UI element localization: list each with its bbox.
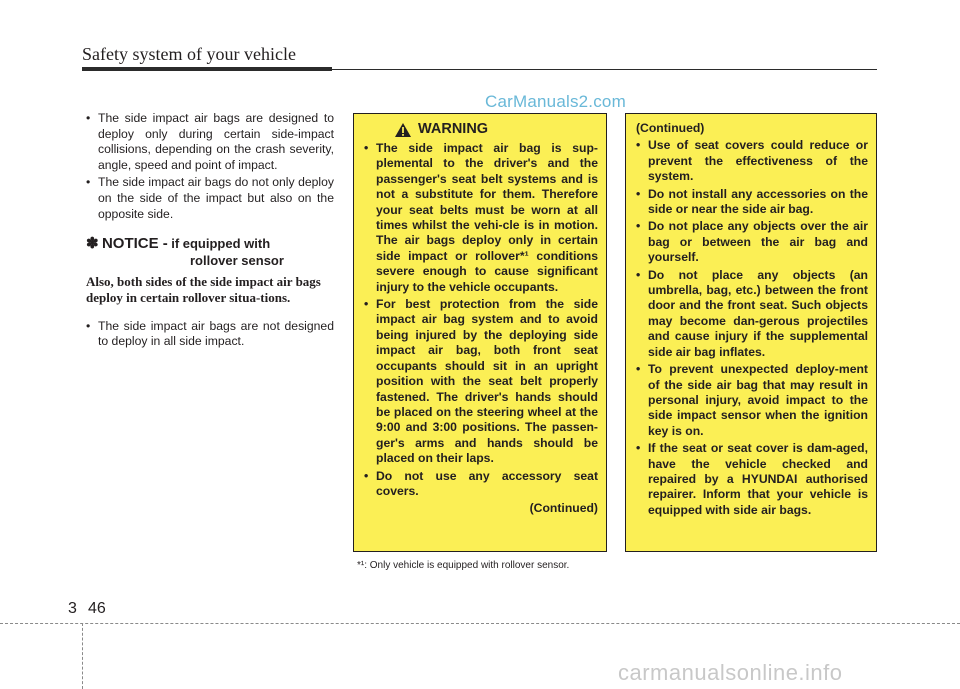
notice-heading [86,236,334,268]
warning-item: • Do not place any objects over the air bag or between the air bag and yourself. [636,219,868,265]
notice-condition: if equipped with [171,236,271,252]
watermark-carmanualsonline: carmanualsonline.info [618,660,843,685]
watermark-carmanuals2: CarManuals2.com [485,92,626,111]
notice-symbol: ✽ [86,235,99,253]
footer-divider [82,623,83,689]
page-number: 46 [88,600,106,617]
warning-item: • Use of seat covers could reduce or prevent the effectiveness of the system. [636,138,868,184]
notice-condition-cont: rollover sensor [190,252,284,268]
notice-body: Also, both sides of the side impact air bags deploy in certain rollover situa-tions. [86,273,321,306]
warning-box [353,113,607,552]
warning-item: • Do not install any accessories on the side or near the side air bag. [636,187,868,218]
warning-item: • For best protection from the side impact air bag system and to avoid being injured by the deploying side impact air bag, both front seat occupants should sit in an upright position with the seat belt properly fastened. The driver's hands should be placed on the steering wheel at the 9:00 and 3:00 positions. The passen-ger's arms and hands should be placed on their laps. [364,297,598,466]
warning-title: WARNING [418,121,489,138]
warning-icon [394,122,412,138]
page-header-title: Safety system of your vehicle [82,44,296,64]
warning-heading [394,122,598,138]
list-item: • The side impact air bags are designed to deploy only during certain side-impact collisions, depending on the crash severity, angle, speed and point of impact. [86,111,334,173]
notice-label: NOTICE - [101,235,168,253]
header-rule [332,69,877,70]
left-column [86,111,334,352]
list-item: • The side impact air bags are not designed to deploy in all side impact. [86,319,334,350]
chapter-number: 3 [68,600,77,617]
continued-label: (Continued) [529,501,598,516]
continued-heading: (Continued) [636,121,705,135]
footnote: *¹: Only vehicle is equipped with rollover sensor. [357,560,570,571]
warning-item: • If the seat or seat cover is dam-aged, have the vehicle checked and repaired by a HYUNDAI authorised repairer. Inform that your vehicle is equipped with side air bags. [636,441,868,518]
header-bar [82,67,332,71]
warning-item: • To prevent unexpected deploy-ment of the side air bag that may result in personal injury, avoid impact to the side impact sensor when the ignition key is on. [636,362,868,439]
warning-item: • Do not place any objects (an umbrella, bag, etc.) between the front door and the front seat. Such objects may become dan-gerous projectiles and cause injury if the supplemental side air bag inflates. [636,268,868,360]
continued-warning-box [625,113,877,552]
footer-rule [0,623,960,624]
list-item: • The side impact air bags do not only deploy on the side of the impact but also on the opposite side. [86,175,334,222]
warning-item: • The side impact air bag is sup-plemental to the driver's and the passenger's seat belt systems and is not a substitute for them. Therefore your seat belts must be worn at all times whilst the vehi-cle is in motion. The air bags deploy only in certain side impact or rollover*¹ conditions severe enough to cause significant injury to the vehicle occupants. [364,141,598,295]
warning-item: • Do not use any accessory seat covers. [364,469,598,500]
